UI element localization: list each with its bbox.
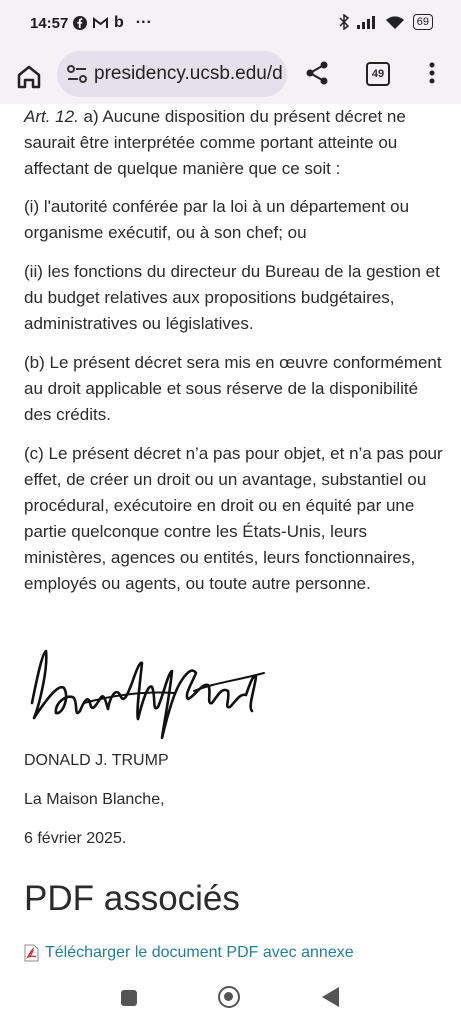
paragraph-art-12 — [24, 104, 444, 182]
browser-toolbar — [0, 48, 461, 104]
system-icons — [339, 14, 433, 30]
paragraph-c: (c) Le présent décret n’a pas pour objet, et n’a pas pour effet, de créer un droit ou un avantage, substantiel ou procédural, exécutoire en droit ou en équité par une partie quelconque contre les États-Unis, leurs ministères, agences ou entités, leurs fonctionnaires, employés ou agents, ou toute autre personne. — [24, 444, 443, 593]
battery-indicator: 69 — [413, 14, 433, 30]
address-bar[interactable] — [57, 51, 287, 97]
system-nav-bar — [0, 978, 461, 1024]
signature-image — [24, 643, 269, 748]
paragraph-b: (b) Le présent décret sera mis en œuvre conformément au droit applicable et sous réserve de la disponibilité des crédits. — [24, 353, 442, 424]
b-app-icon: b — [114, 14, 124, 31]
signal-icon — [357, 15, 377, 29]
home-button[interactable] — [218, 986, 240, 1008]
article-label: Art. 12. — [24, 107, 79, 126]
back-button[interactable] — [322, 987, 339, 1007]
paragraph-i: (i) l'autorité conférée par la loi à un département ou organisme exécutif, ou à son chef; ou — [24, 197, 410, 242]
overflow-menu-icon[interactable] — [422, 60, 442, 86]
home-icon[interactable] — [14, 62, 44, 92]
status-bar — [0, 0, 461, 48]
pdf-link-label[interactable]: Télécharger le document PDF avec annexe — [45, 944, 354, 961]
gmail-icon — [93, 17, 108, 29]
share-icon[interactable] — [304, 60, 330, 86]
facebook-icon — [73, 16, 87, 30]
signature-date: 6 février 2025. — [24, 830, 127, 847]
paragraph-text: a) Aucune disposition du présent décret ne saurait être interprétée comme portant atteinte ou affectant de quelque manière que ce soit : — [24, 107, 406, 178]
signature-place: La Maison Blanche, — [24, 791, 165, 808]
pdf-section-heading: PDF associés — [24, 879, 240, 918]
bluetooth-icon — [339, 14, 349, 30]
recents-button[interactable] — [121, 990, 137, 1006]
more-dots-icon: ··· — [135, 14, 152, 31]
pdf-download-link[interactable] — [24, 944, 354, 962]
site-settings-icon[interactable] — [66, 63, 88, 85]
tab-switcher-button[interactable]: 49 — [366, 62, 390, 86]
signatory-name: DONALD J. TRUMP — [24, 752, 169, 769]
url-text: presidency.ucsb.edu/d — [94, 63, 283, 84]
pdf-file-icon — [24, 944, 39, 962]
notification-icons — [73, 14, 152, 32]
wifi-icon — [385, 15, 405, 30]
paragraph-ii: (ii) les fonctions du directeur du Bureau de la gestion et du budget relatives aux propositions budgétaires, administratives ou législatives. — [24, 262, 440, 333]
clock: 14:57 — [30, 15, 69, 32]
